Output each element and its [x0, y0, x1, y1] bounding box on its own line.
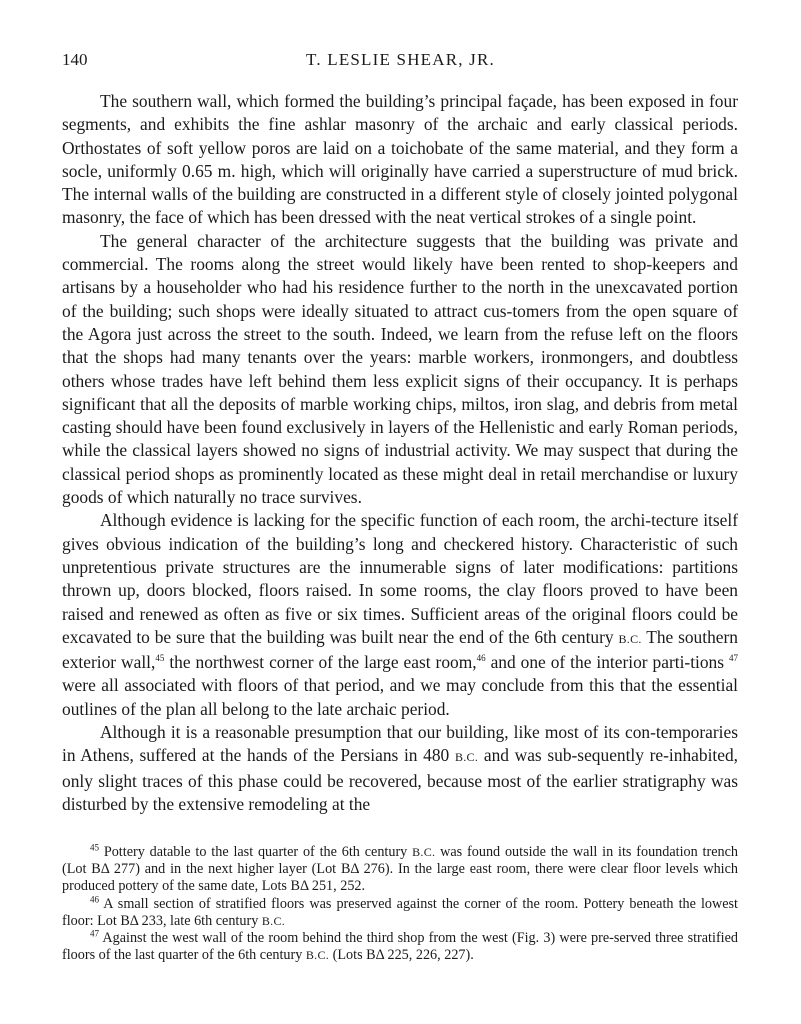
paragraph-4-text-a: Although it is a reasonable presumption that our building, like most of its con-temporaries in Athens, suffered at the hands of the Persians in 480	[62, 722, 738, 766]
paragraph-3-text-a: Although evidence is lacking for the specific function of each room, the archi-tecture itself gives obvious indication of the building’s long and checkered history. Characteristic of such unpretentious private structures are the innumerable signs of later modifications: partitions thrown up, doors blocked, floors raised. In some rooms, the clay floors proved to have been raised and renewed as often as five or six times. Sufficient areas of the original floors could be excavated to be sure that the building was built near the end of the 6th century	[62, 510, 738, 647]
paragraph-4	[62, 721, 738, 816]
paragraph-3	[62, 509, 738, 721]
paragraph-3-text-d: and one of the interior parti-tions	[490, 652, 725, 673]
bc-abbrev: B.C.	[618, 631, 642, 646]
footnote-number-46: 46	[90, 893, 99, 904]
footnote-47-text-a: Against the west wall of the room behind the third shop from the west (Fig. 3) were pre-served three stratified floors of the last quarter of the 6th century	[62, 930, 739, 964]
footnotes	[62, 844, 738, 964]
bc-abbrev: B.C.	[454, 750, 479, 765]
footnote-45-text-b: was found outside the wall in its foundation trench (Lot ΒΔ 277) and in the next higher layer (Lot ΒΔ 276). In the large east room, there were clear floor levels which produced pottery of the same date, Lots ΒΔ 251, 252.	[62, 844, 739, 895]
footnote-46-text-a: A small section of stratified floors was preserved against the corner of the room. Pottery beneath the lowest floor: Lot ΒΔ 233, late 6th century	[62, 895, 738, 929]
running-head: T. LESLIE SHEAR, JR.	[306, 50, 495, 69]
bc-abbrev: B.C.	[412, 845, 436, 859]
footnote-47-text-b: (Lots ΒΔ 225, 226, 227).	[332, 947, 474, 964]
paragraph-3-text-b: The southern exterior wall,	[62, 626, 738, 673]
main-text	[62, 90, 738, 816]
footnote-45	[62, 844, 738, 896]
footnote-ref-45[interactable]: 45	[155, 653, 165, 664]
footnote-number-45: 45	[90, 842, 99, 853]
paragraph-1: The southern wall, which formed the building’s principal façade, has been exposed in four segments, and exhibits the fine ashlar masonry of the archaic and early classical periods. Orthostates of soft yellow poros are laid on a toichobate of the same material, and they form a socle, uniformly 0.65 m. high, which will originally have carried a superstructure of mud brick. The internal walls of the building are constructed in a different style of closely jointed polygonal masonry, the face of which has been dressed with the neat vertical strokes of a single point.	[62, 91, 738, 228]
bc-abbrev: B.C.	[305, 948, 330, 963]
paragraph-2: The general character of the architecture suggests that the building was private and commercial. The rooms along the street would likely have been rented to shop-keepers and artisans by a householder who had his residence further to the north in the unexcavated portion of the building; such shops were ideally situated to attract cus-tomers from the open square of the Agora just across the street to the south. Indeed, we learn from the refuse left on the floors that the shops had many tenants over the years: marble workers, ironmongers, and doubtless others whose trades have left behind them less explicit signs of their occupancy. It is perhaps significant that all the deposits of marble working chips, miltos, iron slag, and debris from metal casting should have been found exclusively in layers of the Hellenistic and early Roman periods, while the classical layers showed no signs of industrial activity. We may suspect that during the classical period shops as prominently located as these might deal in retail merchandise or luxury goods of which naturally no trace survives.	[62, 230, 738, 508]
footnote-47	[62, 930, 738, 964]
page-header	[62, 50, 739, 76]
page-number: 140	[62, 50, 88, 69]
footnote-number-47: 47	[90, 928, 99, 939]
footnote-46	[62, 893, 738, 930]
paragraph-3-text-e: were all associated with floors of that period, and we may conclude from this that the essential outlines of the plan all belong to the late archaic period.	[62, 675, 738, 719]
bc-abbrev: B.C.	[261, 913, 286, 928]
footnote-45-text-a: Pottery datable to the last quarter of the 6th century	[103, 844, 408, 860]
paragraph-3-text-c: the northwest corner of the large east room,	[169, 652, 477, 673]
footnote-ref-47[interactable]: 47	[728, 653, 738, 664]
paragraph-4-text-b: and was sub-sequently re-inhabited, only slight traces of this phase could be recovered, because most of the earlier stratigraphy was disturbed by the extensive remodeling at the	[62, 745, 738, 814]
footnote-ref-46[interactable]: 46	[476, 653, 486, 664]
